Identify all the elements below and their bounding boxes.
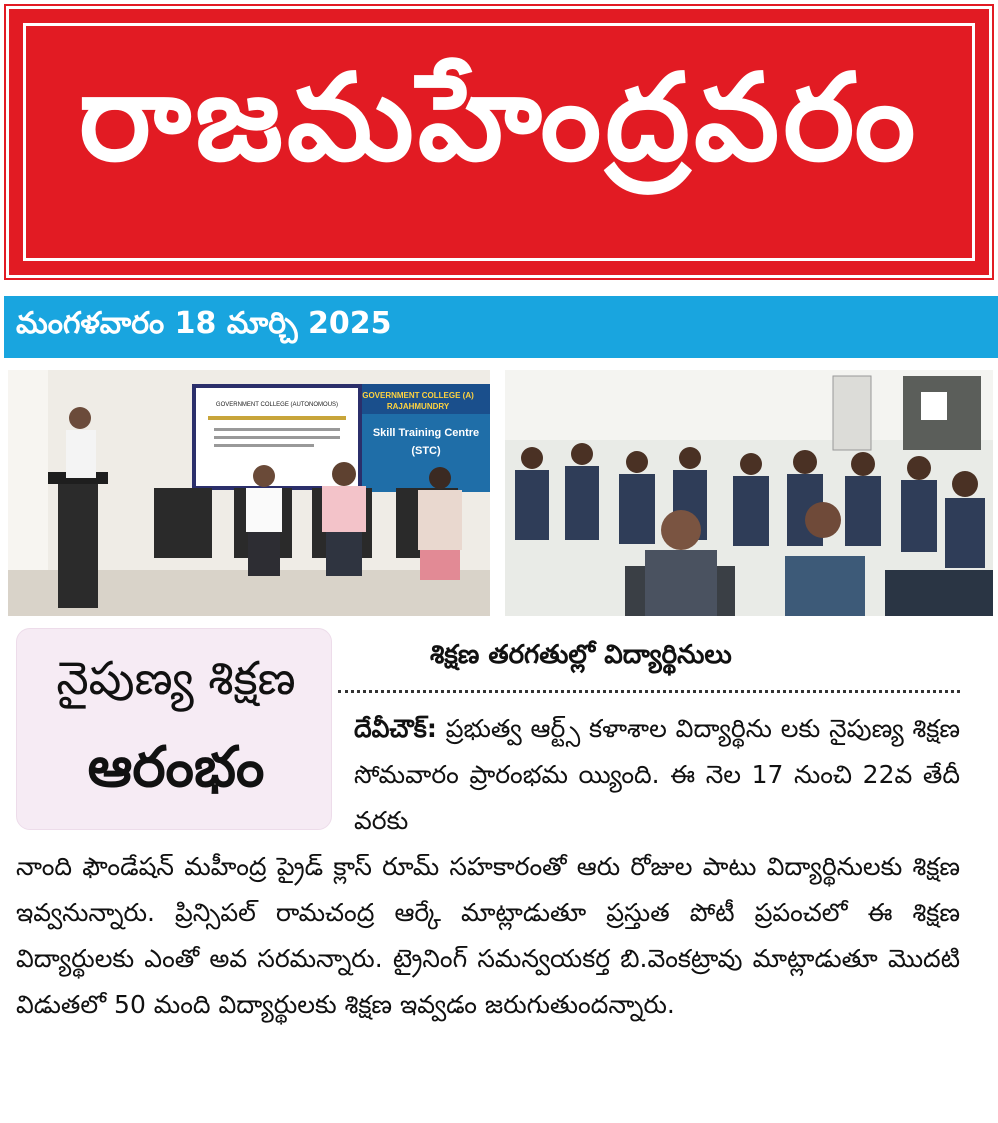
- banner-line-3: Skill Training Centre: [372, 427, 480, 439]
- article-body-top: [354, 706, 960, 844]
- photo-caption: శిక్షణ తరగతుల్లో విద్యార్థినులు: [430, 640, 732, 670]
- article-body-bottom: నాంది ఫౌండేషన్ మహీంద్ర ప్రైడ్ క్లాస్ రూమ్ సహకారంతో ఆరు రోజుల పాటు విద్యార్థినులకు శిక్షణ ఇవ్వనున్నారు. ప్రిన్సిపల్ రామచంద్ర ఆర్కే మాట్లాడుతూ ప్రస్తుత పోటీ ప్రపంచలో ఈ శిక్షణ విద్యార్థులకు ఎంతో అవ సరమన్నారు. ట్రైనింగ్ సమన్వయకర్త బి.వెంకట్రావు మాట్లాడుతూ మొదటి విడుతలో 50 మంది విద్యార్థులకు శిక్షణ ఇవ్వడం జరుగుతుందన్నారు.: [16, 852, 960, 1019]
- classroom-photo: [505, 370, 993, 616]
- date-band: [4, 296, 998, 358]
- publication-date: మంగళవారం 18 మార్చి 2025: [16, 306, 392, 341]
- headline-box: [16, 628, 332, 830]
- screen-title: GOVERNMENT COLLEGE (AUTONOMOUS): [215, 402, 339, 408]
- banner-line-1: GOVERNMENT COLLEGE (A): [362, 391, 474, 400]
- article-dateline: దేవీచౌక్:: [354, 714, 437, 743]
- newspaper-title: రాజమహేంద్రవరం: [78, 49, 920, 188]
- headline-line-1: నైపుణ్య శిక్షణ: [56, 651, 296, 705]
- article-para-top: ప్రభుత్వ ఆర్ట్స్ కళాశాల విద్యార్థిను లకు నైపుణ్య శిక్షణ సోమవారం ప్రారంభమ య్యింది. ఈ నెల 17 నుంచి 22వ తేదీ వరకు: [354, 714, 960, 835]
- banner-line-2: RAJAHMUNDRY: [386, 402, 450, 411]
- inauguration-photo: [8, 370, 490, 616]
- banner-line-4: (STC): [411, 445, 441, 457]
- headline-line-2: ఆరంభం: [87, 735, 265, 800]
- masthead: [6, 6, 992, 278]
- dotted-divider: [338, 690, 960, 693]
